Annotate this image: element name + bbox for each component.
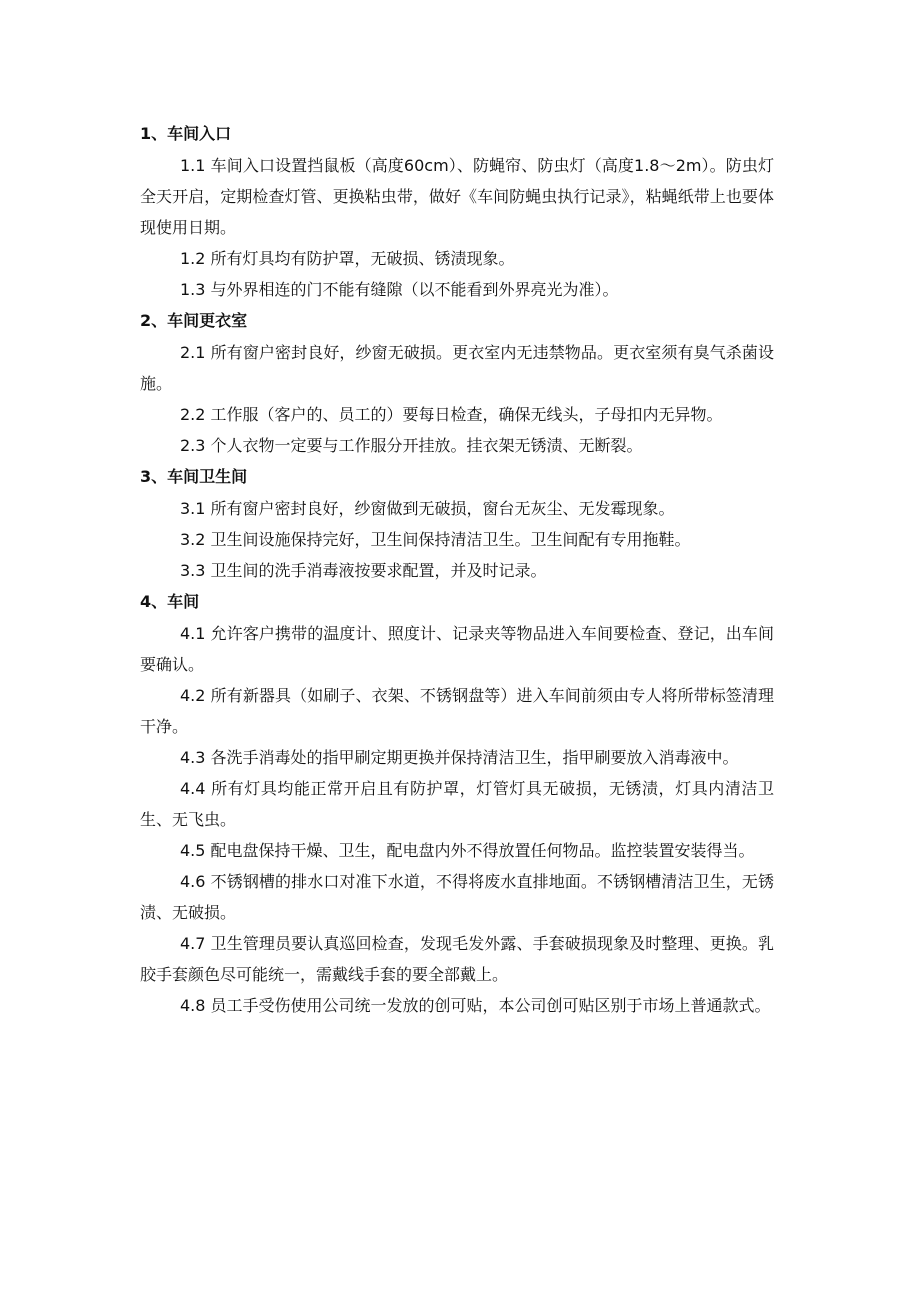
- section-restroom: [140, 461, 774, 586]
- section-heading: 4、车间: [140, 592, 200, 611]
- paragraph-4-5: 4.5 配电盘保持干燥、卫生，配电盘内外不得放置任何物品。监控装置安装得当。: [180, 841, 755, 860]
- paragraph-3-3: 3.3 卫生间的洗手消毒液按要求配置，并及时记录。: [180, 561, 547, 580]
- document-body: [140, 118, 774, 1021]
- section-workshop-entrance: [140, 118, 774, 305]
- paragraph-4-6: 4.6 不锈钢槽的排水口对准下水道，不得将废水直排地面。不锈钢槽清洁卫生，无锈渍、无破损。: [140, 872, 774, 922]
- paragraph-2-3: 2.3 个人衣物一定要与工作服分开挂放。挂衣架无锈渍、无断裂。: [180, 436, 643, 455]
- section-heading: 3、车间卫生间: [140, 467, 248, 486]
- section-heading: 1、车间入口: [140, 124, 232, 143]
- paragraph-1-2: 1.2 所有灯具均有防护罩，无破损、锈渍现象。: [180, 249, 515, 268]
- paragraph-4-7: 4.7 卫生管理员要认真巡回检查，发现毛发外露、手套破损现象及时整理、更换。乳胶手套颜色尽可能统一，需戴线手套的要全部戴上。: [140, 934, 774, 984]
- paragraph-2-1: 2.1 所有窗户密封良好，纱窗无破损。更衣室内无违禁物品。更衣室须有臭气杀菌设施。: [140, 343, 774, 393]
- paragraph-2-2: 2.2 工作服（客户的、员工的）要每日检查，确保无线头，子母扣内无异物。: [180, 405, 723, 424]
- section-heading: 2、车间更衣室: [140, 311, 248, 330]
- paragraph-3-2: 3.2 卫生间设施保持完好，卫生间保持清洁卫生。卫生间配有专用拖鞋。: [180, 530, 691, 549]
- paragraph-4-8: 4.8 员工手受伤使用公司统一发放的创可贴，本公司创可贴区别于市场上普通款式。: [180, 996, 771, 1015]
- paragraph-1-1: 1.1 车间入口设置挡鼠板（高度60cm）、防蝇帘、防虫灯（高度1.8～2m）。防虫灯全天开启，定期检查灯管、更换粘虫带，做好《车间防蝇虫执行记录》，粘蝇纸带上也要体现使用日期。: [140, 156, 774, 237]
- paragraph-3-1: 3.1 所有窗户密封良好，纱窗做到无破损，窗台无灰尘、无发霉现象。: [180, 499, 675, 518]
- paragraph-4-4: 4.4 所有灯具均能正常开启且有防护罩，灯管灯具无破损，无锈渍，灯具内清洁卫生、无飞虫。: [140, 779, 774, 829]
- section-changing-room: [140, 305, 774, 461]
- paragraph-4-1: 4.1 允许客户携带的温度计、照度计、记录夹等物品进入车间要检查、登记，出车间要确认。: [140, 624, 774, 674]
- paragraph-1-3: 1.3 与外界相连的门不能有缝隙（以不能看到外界亮光为准）。: [180, 280, 619, 299]
- section-workshop: [140, 586, 774, 1021]
- paragraph-4-2: 4.2 所有新器具（如刷子、衣架、不锈钢盘等）进入车间前须由专人将所带标签清理干净。: [140, 686, 774, 736]
- paragraph-4-3: 4.3 各洗手消毒处的指甲刷定期更换并保持清洁卫生，指甲刷要放入消毒液中。: [180, 748, 739, 767]
